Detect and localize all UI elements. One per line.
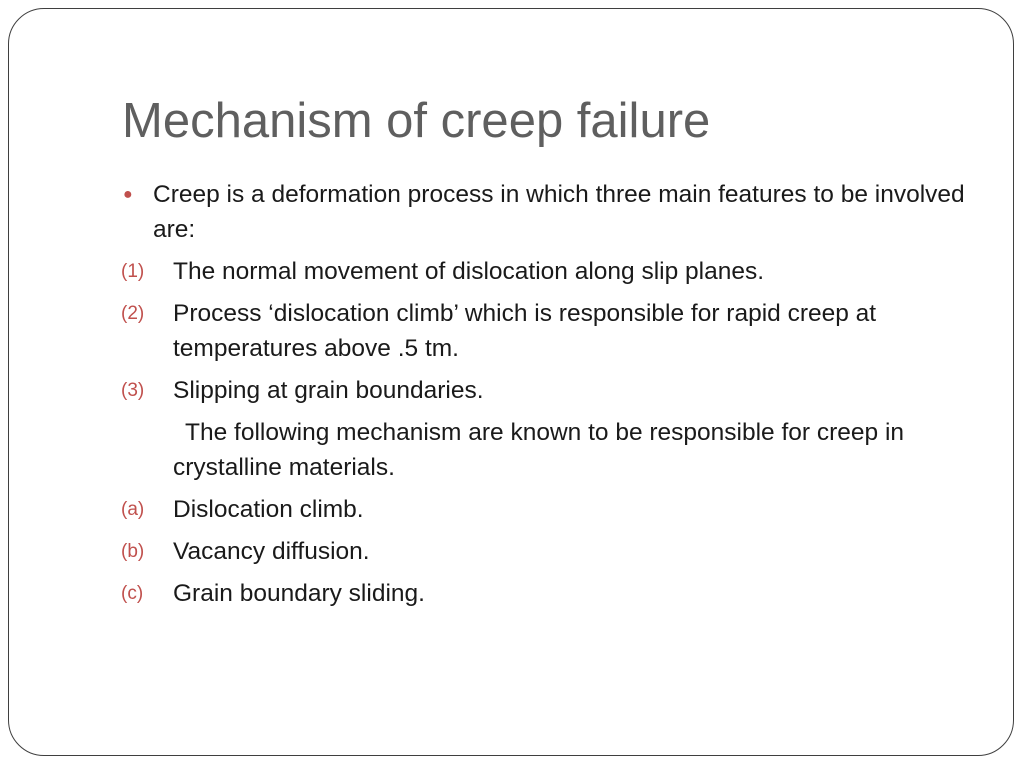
list-item-2: [121, 296, 971, 366]
list-item-intro: [121, 415, 971, 485]
list-item-3: [121, 373, 971, 408]
list-item-text: Slipping at grain boundaries.: [173, 377, 484, 404]
list-marker: (c): [121, 583, 144, 604]
list-item-text: Dislocation climb.: [173, 496, 364, 523]
list-item-b: [121, 534, 971, 569]
list-item-c: [121, 576, 971, 611]
list-item-text: The following mechanism are known to be responsible for creep in crystalline materials.: [173, 419, 905, 481]
list-item-a: [121, 492, 971, 527]
list-item-text: Vacancy diffusion.: [173, 538, 370, 565]
list-marker: (a): [121, 499, 145, 520]
list-marker: (3): [121, 380, 145, 401]
list-marker: (b): [121, 541, 145, 562]
list-item-text: Grain boundary sliding.: [173, 580, 425, 607]
list-marker: (2): [121, 303, 145, 324]
bullet-icon: ●: [123, 186, 133, 203]
list-item-creep-definition: [121, 177, 971, 247]
list-item-text: Process ‘dislocation climb’ which is responsible for rapid creep at temperatures above .5 tm.: [173, 300, 877, 362]
content-list: [121, 177, 971, 611]
slide-title: Mechanism of creep failure: [122, 94, 711, 148]
list-marker: (1): [121, 261, 145, 282]
list-item-text: The normal movement of dislocation along slip planes.: [173, 258, 765, 285]
list-item-1: [121, 254, 971, 289]
list-item-text: Creep is a deformation process in which three main features to be involved are:: [153, 181, 965, 243]
slide-frame: [8, 8, 1014, 756]
